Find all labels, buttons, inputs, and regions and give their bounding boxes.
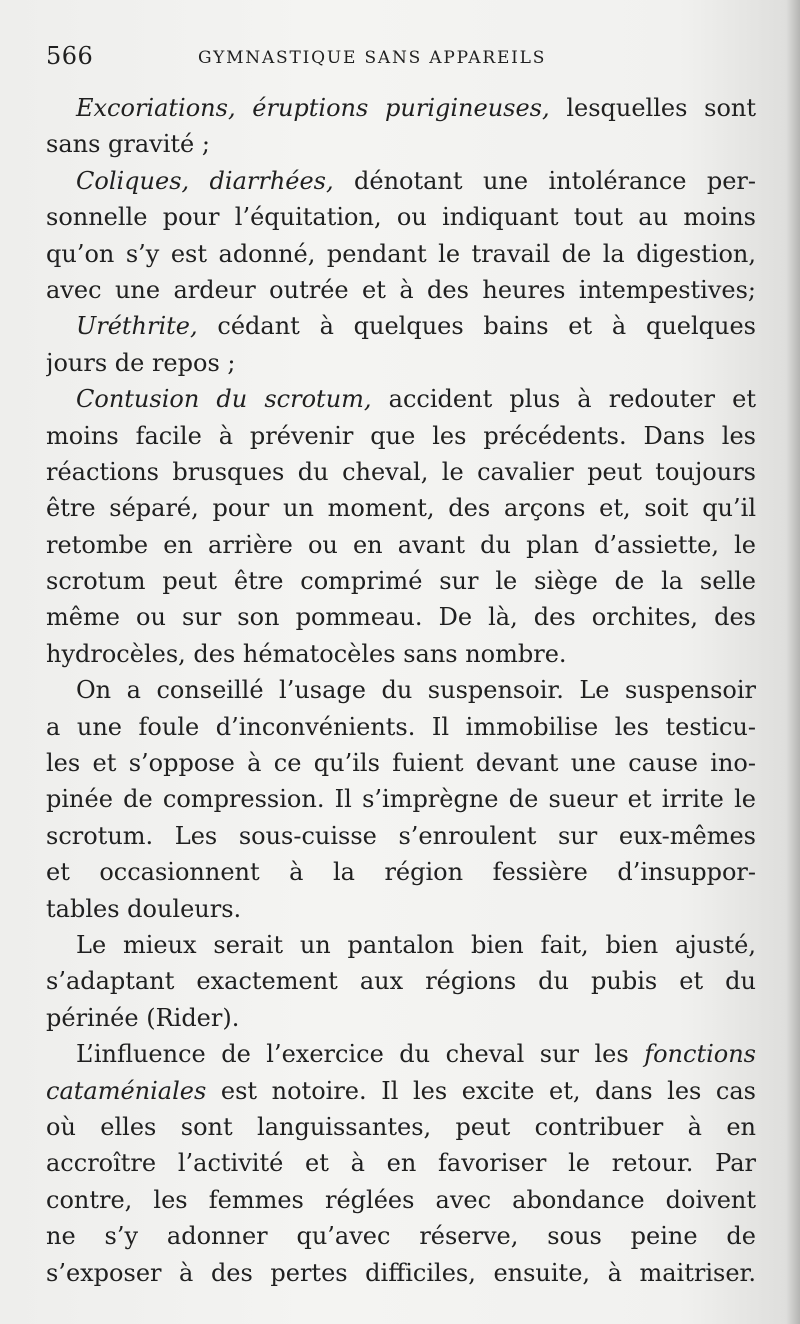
text-line — [46, 818, 756, 854]
page-edge-shadow — [786, 0, 800, 1324]
text-line — [46, 381, 756, 417]
italic-term: Uréthrite, — [76, 312, 198, 341]
text-segment: est notoire. Il les excite et, dans les cas — [206, 1076, 756, 1105]
text-segment: L’influence de l’exercice du cheval sur les — [76, 1040, 645, 1069]
text-line — [46, 781, 756, 817]
text-segment: accroître l’activité et à en favoriser le retour. Par — [46, 1149, 756, 1178]
text-segment: ne s’y adonner qu’avec réserve, sous peine de — [46, 1222, 756, 1251]
text-segment: qu’on s’y est adonné, pendant le travail de la digestion, — [46, 239, 756, 268]
text-segment: où elles sont languissantes, peut contribuer à en — [46, 1112, 756, 1141]
text-segment: périnée (Rider). — [46, 1003, 240, 1032]
text-line — [46, 1255, 756, 1291]
text-segment: être séparé, pour un moment, des arçons et, soit qu’il — [46, 494, 756, 523]
text-line — [46, 1145, 756, 1181]
italic-term: Contusion du scrotum, — [76, 385, 372, 414]
text-segment: lesquelles sont — [549, 94, 756, 122]
text-line — [46, 1073, 756, 1109]
text-segment: les et s’oppose à ce qu’ils fuient devant une cause ino- — [46, 749, 756, 778]
text-line — [46, 745, 756, 781]
italic-term: fonctions — [644, 1040, 756, 1069]
text-line — [46, 236, 756, 272]
text-line — [46, 163, 756, 199]
text-segment: dénotant une intolérance per- — [333, 166, 756, 195]
text-segment: a une foule d’inconvénients. Il immobilise les testicu- — [46, 712, 756, 741]
text-segment: scrotum. Les sous-cuisse s’enroulent sur eux-mêmes — [46, 821, 756, 850]
text-segment: même ou sur son pommeau. De là, des orchites, des — [46, 603, 756, 632]
text-line — [46, 90, 756, 126]
text-segment: réactions brusques du cheval, le cavalier peut toujours — [46, 457, 756, 486]
italic-term: Coliques, diarrhées, — [76, 166, 334, 195]
text-line — [46, 672, 756, 708]
text-line — [46, 563, 756, 599]
text-segment: pinée de compression. Il s’imprègne de sueur et irrite le — [46, 785, 756, 814]
text-segment: moins facile à prévenir que les précédents. Dans les — [46, 421, 756, 450]
text-segment: jours de repos ; — [46, 348, 236, 377]
text-line — [46, 126, 756, 162]
text-line — [46, 1182, 756, 1218]
text-line — [46, 272, 756, 308]
text-line — [46, 308, 756, 344]
text-segment: sonnelle pour l’équitation, ou indiquant tout au moins — [46, 203, 756, 232]
text-line — [46, 1218, 756, 1254]
page-number: 566 — [46, 42, 94, 70]
text-line — [46, 709, 756, 745]
text-segment: scrotum peut être comprimé sur le siège de la selle — [46, 567, 756, 596]
text-line — [46, 927, 756, 963]
text-line — [46, 1000, 756, 1036]
text-segment: Le mieux serait un pantalon bien fait, bien ajusté, — [76, 930, 756, 959]
italic-term: cataméniales — [46, 1076, 207, 1105]
text-line — [46, 1109, 756, 1145]
text-line — [46, 636, 756, 672]
text-segment: accident plus à redouter et — [371, 385, 756, 414]
text-line — [46, 599, 756, 635]
text-segment: sans gravité ; — [46, 130, 210, 159]
text-segment: hydrocèles, des hématocèles sans nombre. — [46, 639, 567, 668]
text-line — [46, 963, 756, 999]
text-line — [46, 454, 756, 490]
text-segment: contre, les femmes réglées avec abondance doivent — [46, 1185, 756, 1214]
text-segment: s’exposer à des pertes difficiles, ensuite, à maitriser. — [46, 1258, 756, 1287]
text-line — [46, 199, 756, 235]
text-segment: retombe en arrière ou en avant du plan d’assiette, le — [46, 530, 756, 559]
text-line — [46, 418, 756, 454]
text-segment: et occasionnent à la région fessière d’insuppor- — [46, 858, 756, 887]
text-segment: tables douleurs. — [46, 894, 242, 923]
page-header — [46, 42, 760, 76]
running-title: GYMNASTIQUE SANS APPAREILS — [198, 48, 547, 68]
italic-term: Excoriations, éruptions purigineuses, — [76, 94, 550, 122]
text-segment: s’adaptant exactement aux régions du pubis et du — [46, 967, 756, 996]
text-line — [46, 1036, 756, 1072]
text-line — [46, 490, 756, 526]
text-line — [46, 527, 756, 563]
text-segment: cédant à quelques bains et à quelques — [197, 312, 756, 341]
text-segment: avec une ardeur outrée et à des heures intempestives; — [46, 275, 756, 304]
text-line — [46, 345, 756, 381]
body-text — [46, 90, 756, 1291]
text-line — [46, 891, 756, 927]
text-segment: On a conseillé l’usage du suspensoir. Le suspensoir — [76, 676, 756, 705]
text-line — [46, 854, 756, 890]
